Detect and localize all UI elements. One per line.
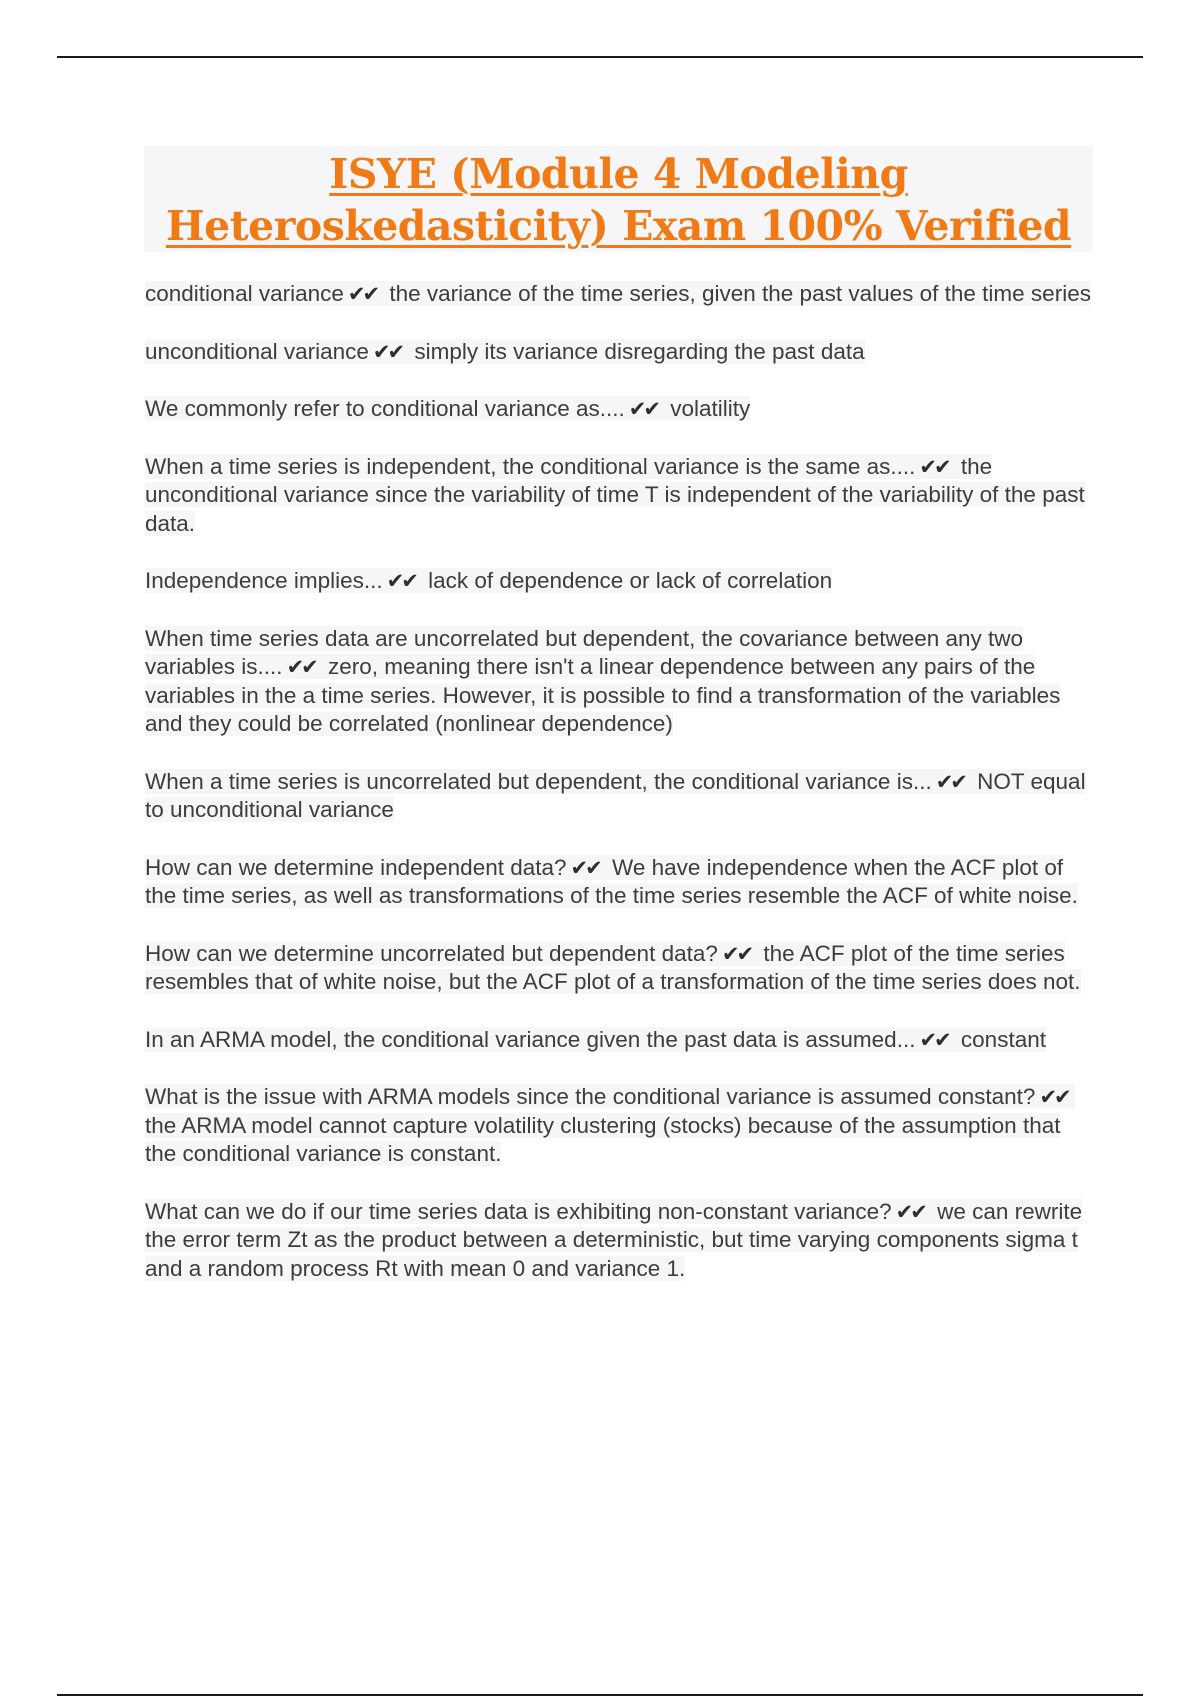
- question-text: When a time series is independent, the conditional variance is the same as....: [145, 453, 916, 479]
- double-check-icon: ✔✔: [286, 655, 316, 679]
- qa-item: [145, 1083, 1095, 1169]
- qa-item: [145, 280, 1095, 309]
- double-check-icon: ✔✔: [372, 339, 403, 364]
- answer-text: volatility: [670, 396, 751, 421]
- answer-text: the unconditional variance since the variability of time T is independent of the variability of the past data.: [145, 453, 1085, 536]
- footer-rule: [57, 1694, 1143, 1696]
- double-check-icon: ✔✔: [386, 569, 416, 593]
- double-check-icon: ✔✔: [935, 769, 965, 794]
- qa-item: [145, 567, 1095, 596]
- double-check-icon: ✔✔: [895, 1199, 925, 1224]
- question-text: When a time series is uncorrelated but dependent, the conditional variance is...: [145, 768, 932, 794]
- question-text: How can we determine independent data?: [145, 854, 567, 880]
- double-check-icon: ✔✔: [919, 454, 949, 479]
- double-check-icon: ✔✔: [919, 1027, 949, 1052]
- qa-item: [145, 1026, 1095, 1055]
- double-check-icon: ✔✔: [347, 282, 378, 306]
- answer-text: the ARMA model cannot capture volatility clustering (stocks) because of the assumption that the conditional variance is constant.: [145, 1112, 1061, 1166]
- double-check-icon: ✔✔: [628, 397, 658, 421]
- answer-text: NOT equal to unconditional variance: [145, 768, 1086, 822]
- question-text: In an ARMA model, the conditional variance given the past data is assumed...: [145, 1026, 916, 1052]
- answer-text: We have independence when the ACF plot of the time series, as well as transformations of the time series resemble the ACF of white noise.: [145, 854, 1078, 908]
- qa-item: [145, 768, 1095, 825]
- title-line-1: ISYE (Module 4 Modeling: [329, 150, 908, 198]
- question-text: How can we determine uncorrelated but dependent data?: [145, 940, 718, 966]
- question-text: Independence implies...: [145, 568, 383, 593]
- qa-item: [145, 1198, 1095, 1284]
- qa-item: [145, 854, 1095, 911]
- answer-text: lack of dependence or lack of correlation: [428, 568, 833, 593]
- question-text: conditional variance: [145, 281, 344, 306]
- document-title: [166, 148, 1071, 252]
- question-text: What can we do if our time series data is exhibiting non-constant variance?: [145, 1198, 892, 1224]
- question-text: unconditional variance: [145, 338, 369, 364]
- title-block: [144, 146, 1093, 252]
- question-text: What is the issue with ARMA models since the conditional variance is assumed constant?: [145, 1084, 1036, 1109]
- qa-item: [145, 940, 1095, 997]
- qa-list: [145, 280, 1095, 1312]
- qa-item: [145, 395, 1095, 424]
- header-rule: [57, 56, 1143, 58]
- question-text: When time series data are uncorrelated but dependent, the covariance between any two variables is....: [145, 625, 1024, 679]
- answer-text: the variance of the time series, given the past values of the time series: [389, 281, 1091, 306]
- answer-text: zero, meaning there isn't a linear dependence between any pairs of the variables in the a time series. However, it is possible to find a transformation of the variables and they could be correlated (nonlinear dependence): [145, 654, 1061, 736]
- answer-text: constant: [960, 1026, 1046, 1052]
- answer-text: we can rewrite the error term Zt as the product between a deterministic, but time varying components sigma t and a random process Rt with mean 0 and variance 1.: [145, 1198, 1083, 1281]
- qa-item: [145, 625, 1095, 739]
- question-text: We commonly refer to conditional variance as....: [145, 396, 625, 421]
- title-line-2: Heteroskedasticity) Exam 100% Verified: [165, 202, 1072, 250]
- qa-item: [145, 453, 1095, 539]
- double-check-icon: ✔✔: [721, 941, 752, 966]
- double-check-icon: ✔✔: [1039, 1085, 1069, 1109]
- answer-text: the ACF plot of the time series resembles that of white noise, but the ACF plot of a transformation of the time series does not.: [145, 940, 1081, 994]
- answer-text: simply its variance disregarding the past data: [414, 338, 865, 364]
- qa-item: [145, 338, 1095, 367]
- double-check-icon: ✔✔: [570, 855, 600, 880]
